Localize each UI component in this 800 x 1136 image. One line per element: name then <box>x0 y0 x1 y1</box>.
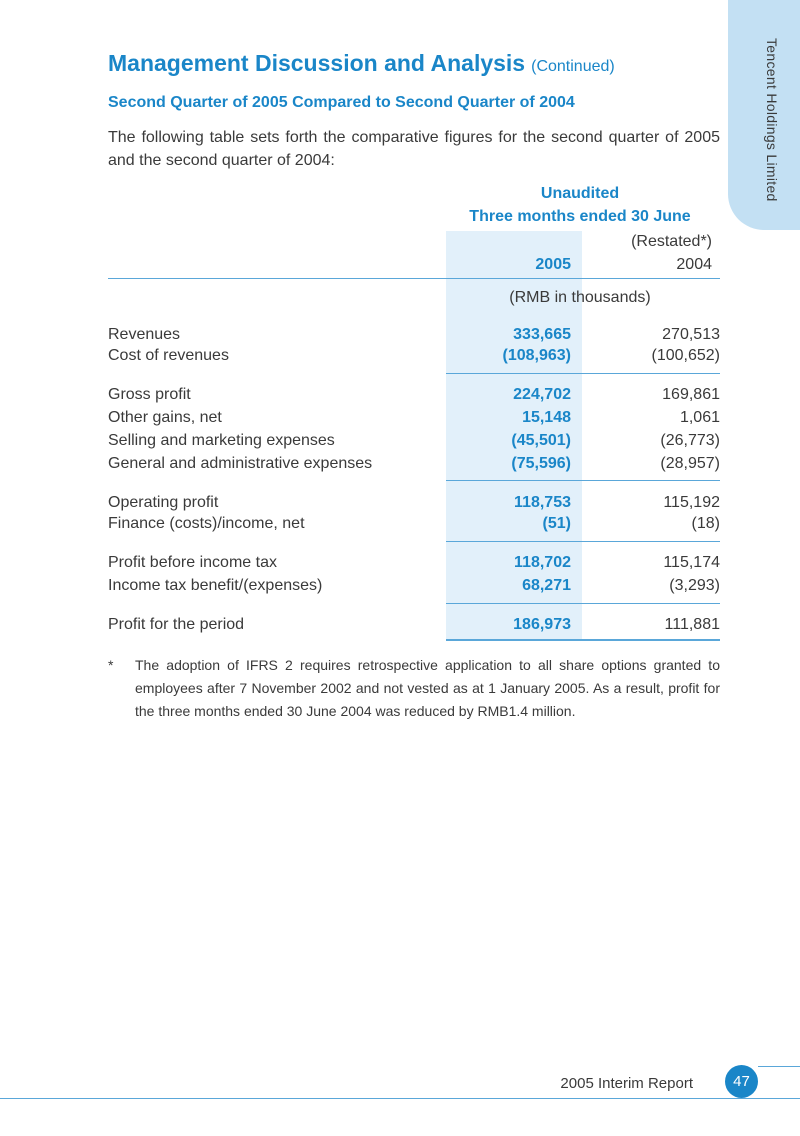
table-row <box>108 554 720 576</box>
footer-accent-rule <box>758 1066 800 1067</box>
units-label: (RMB in thousands) <box>509 289 651 306</box>
value-2004: (26,773) <box>660 432 720 449</box>
value-2005: 333,665 <box>513 326 571 343</box>
value-2005: 186,973 <box>513 616 571 633</box>
section-subtitle: Second Quarter of 2005 Compared to Second Quarter of 2004 <box>108 94 575 111</box>
row-label: General and administrative expenses <box>108 455 373 472</box>
row-label: Other gains, net <box>108 409 222 426</box>
table-row <box>108 432 720 454</box>
table-row <box>108 409 720 431</box>
table-row <box>108 515 720 537</box>
row-label: Profit before income tax <box>108 554 277 571</box>
table-row <box>108 347 720 369</box>
column-header-2004: 2004 <box>676 256 712 273</box>
table-row <box>108 326 720 348</box>
continued-label: (Continued) <box>531 58 615 75</box>
value-2005: (51) <box>542 515 571 532</box>
subtotal-rule <box>446 373 720 374</box>
column-header-2005: 2005 <box>535 256 571 273</box>
restated-note: (Restated*) <box>631 233 712 250</box>
row-label: Revenues <box>108 326 181 343</box>
value-2005: (45,501) <box>511 432 571 449</box>
header-rule <box>108 278 720 279</box>
subtotal-rule <box>446 603 720 604</box>
row-label: Income tax benefit/(expenses) <box>108 577 323 594</box>
value-2005: 15,148 <box>522 409 571 426</box>
page-title-text: Management Discussion and Analysis <box>108 50 526 76</box>
value-2005: 68,271 <box>522 577 571 594</box>
value-2005: (75,596) <box>511 455 571 472</box>
value-2004: 1,061 <box>679 409 720 426</box>
company-name: Tencent Holdings Limited <box>764 38 780 202</box>
row-label: Gross profit <box>108 386 191 403</box>
row-label: Operating profit <box>108 494 219 511</box>
value-2005: 118,753 <box>514 494 571 511</box>
value-2004: 115,192 <box>663 494 720 511</box>
row-label: Cost of revenues <box>108 347 229 364</box>
table-row <box>108 616 720 638</box>
value-2004: 270,513 <box>662 326 720 343</box>
value-2004: 111,881 <box>664 616 720 633</box>
value-2004: (18) <box>691 515 720 532</box>
value-2004: (3,293) <box>669 577 720 594</box>
row-label: Profit for the period <box>108 616 245 633</box>
subtotal-rule <box>446 480 720 481</box>
value-2004: (28,957) <box>660 455 720 472</box>
table-row <box>108 455 720 477</box>
page-title <box>108 50 615 77</box>
value-2004: 115,174 <box>663 554 720 571</box>
table-heading-period: Three months ended 30 June <box>469 208 691 225</box>
footer-rule <box>0 1098 800 1099</box>
row-label: Finance (costs)/income, net <box>108 515 305 532</box>
footnote-text: The adoption of IFRS 2 requires retrospective application to all share options granted to employees after 7 November 2002 and not vested as at 1 January 2005. As a result, profit for the three months ended 30 June 2004 was reduced by RMB1.4 million. <box>135 657 720 719</box>
table-row <box>108 386 720 408</box>
value-2005: 118,702 <box>514 554 571 571</box>
total-rule <box>446 639 720 641</box>
value-2004: 169,861 <box>662 386 720 403</box>
footer-report-title: 2005 Interim Report <box>560 1075 693 1092</box>
intro-paragraph: The following table sets forth the comparative figures for the second quarter of 2005 and the second quarter of 2004: <box>108 129 720 169</box>
table-heading-unaudited: Unaudited <box>540 185 620 202</box>
value-2005: (108,963) <box>502 347 571 364</box>
footnote <box>108 654 720 723</box>
subtotal-rule <box>446 541 720 542</box>
row-label: Selling and marketing expenses <box>108 432 335 449</box>
value-2004: (100,652) <box>651 347 720 364</box>
page-number-badge: 47 <box>725 1065 758 1098</box>
table-row <box>108 577 720 599</box>
table-row <box>108 494 720 516</box>
footnote-marker: * <box>108 657 114 673</box>
value-2005: 224,702 <box>513 386 571 403</box>
